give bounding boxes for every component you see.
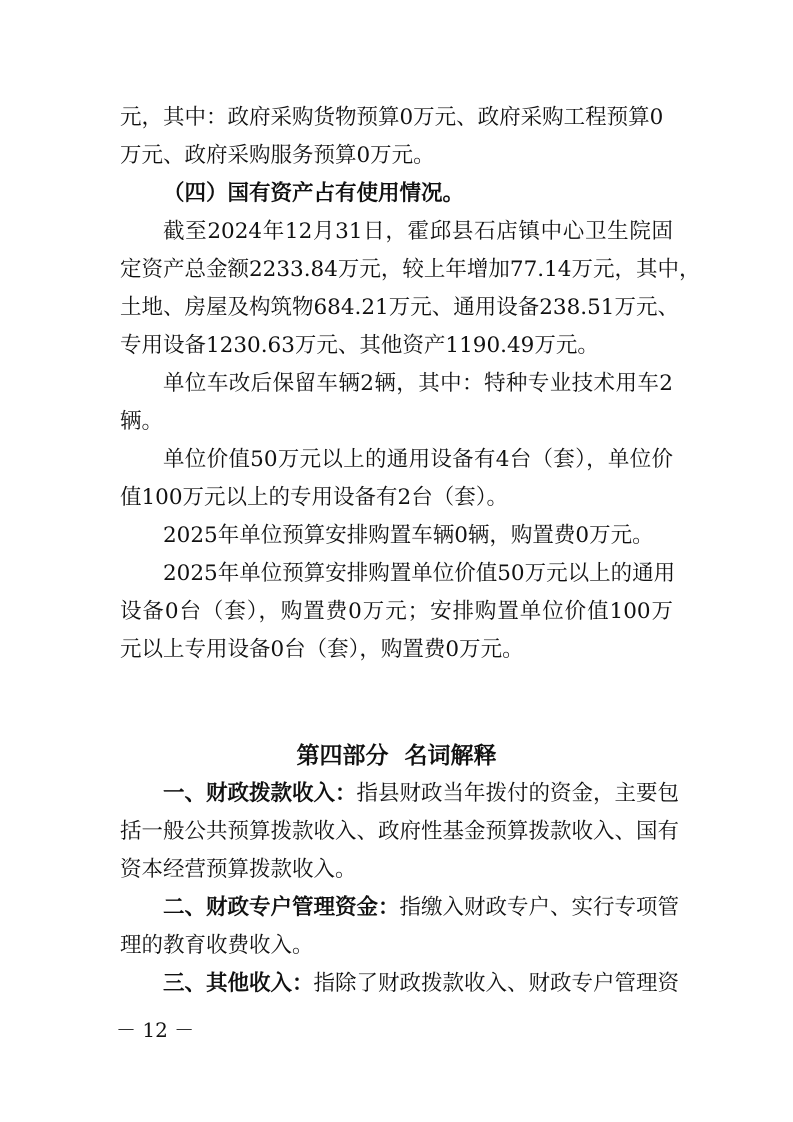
text-span: 定资产总金额2233.84万元，较上年增加77.14万元，其中， (120, 257, 701, 282)
page-number: － 12 － (116, 1018, 195, 1042)
text-span: 2025年单位预算安排购置车辆0辆，购置费0万元。 (163, 523, 654, 548)
text-span: 资本经营预算拨款收入。 (120, 857, 357, 882)
text-span: 单位价值50万元以上的通用设备有4台（套），单位价 (163, 447, 673, 472)
term-row (163, 780, 680, 808)
term-label: 二、财政专户管理资金： (163, 895, 400, 920)
term-row (163, 894, 680, 922)
text-span: 辆。 (120, 409, 164, 434)
text-span: 元以上专用设备0台（套），购置费0万元。 (120, 637, 524, 662)
text-span: 截至2024年12月31日，霍邱县石店镇中心卫生院固 (163, 219, 673, 244)
term-text: 指缴入财政专户、实行专项管 (399, 895, 680, 920)
term-row (163, 970, 680, 998)
text-span: 括一般公共预算拨款收入、政府性基金预算拨款收入、国有 (120, 819, 680, 844)
justified-text: 元，其中：政府采购货物预算0万元、政府采购工程预算0 (120, 105, 664, 130)
text-span: 万元、政府采购服务预算0万元。 (120, 143, 435, 168)
text-span: 设备0台（套），购置费0万元；安排购置单位价值100万 (120, 599, 673, 624)
part-heading (0, 742, 793, 770)
term-text: 指县财政当年拨付的资金，主要包 (356, 781, 680, 806)
term-label: 三、其他收入： (163, 971, 314, 996)
text-span: 2025年单位预算安排购置单位价值50万元以上的通用 (163, 561, 676, 586)
term-text: 指除了财政拨款收入、财政专户管理资 (313, 971, 680, 996)
text-span: 理的教育收费收入。 (120, 933, 314, 958)
term-label: 一、财政拨款收入： (163, 781, 357, 806)
text-span: 专用设备1230.63万元、其他资产1190.49万元。 (120, 333, 599, 358)
section-title-text: （四）国有资产占有使用情况。 (163, 181, 465, 206)
text-span: 土地、房屋及构筑物684.21万元、通用设备238.51万元、 (120, 295, 679, 320)
text-span: 值100万元以上的专用设备有2台（套）。 (120, 485, 508, 510)
part-heading-text: 第四部分 名词解释 (296, 743, 497, 769)
text-span: 单位车改后保留车辆2辆，其中：特种专业技术用车2 (163, 371, 673, 396)
